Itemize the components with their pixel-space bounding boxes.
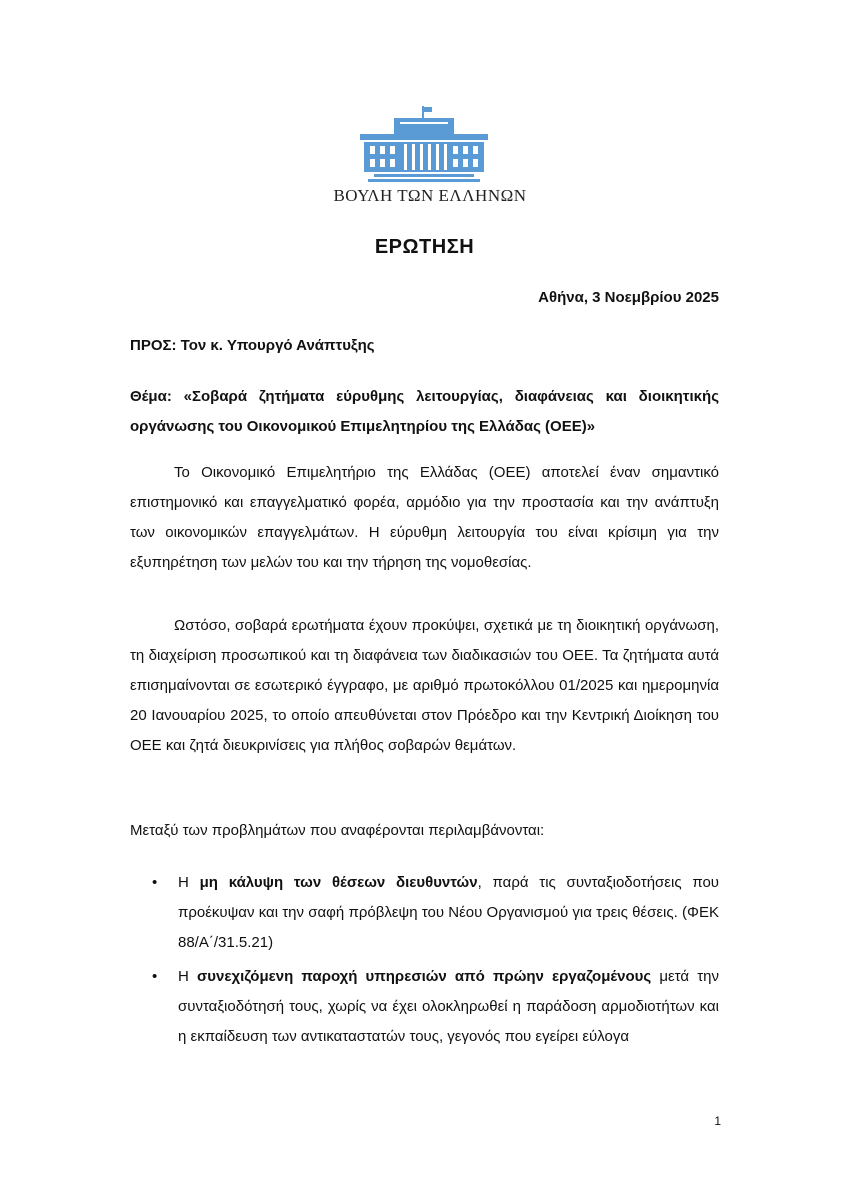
- parliament-logo: [360, 104, 488, 186]
- paragraph: Το Οικονομικό Επιμελητήριο της Ελλάδας (ΟΕΕ) αποτελεί έναν σημαντικό επιστημονικό και επαγγελματικό φορέα, αρμόδιο για την προστασία και την ανάπτυξη των οικονομικών επαγγελμάτων. Η εύρυθμη λειτουργία του είναι κρίσιμη για την εξυπηρέτηση των μελών του και την τήρηση της νομοθεσίας.: [130, 464, 719, 571]
- bullet-lead: Η: [178, 968, 197, 985]
- institution-name: ΒΟΥΛΗ ΤΩΝ ΕΛΛΗΝΩΝ: [333, 186, 527, 205]
- paragraph: Ωστόσο, σοβαρά ερωτήματα έχουν προκύψει, σχετικά με τη διοικητική οργάνωση, τη διαχείριση προσωπικού και τη διαφάνεια των διαδικασιών του ΟΕΕ. Τα ζητήματα αυτά επισημαίνονται σε εσωτερικό έγγραφο, με αριθμό πρωτοκόλλου 01/2025 και ημερομηνία 20 Ιανουαρίου 2025, το οποίο απευθύνεται στον Πρόεδρο και την Κεντρική Διοίκηση του ΟΕΕ και ζητά διευκρινίσεις για πλήθος σοβαρών θεμάτων.: [130, 617, 719, 754]
- paragraph: Μεταξύ των προβλημάτων που αναφέρονται περιλαμβάνονται:: [130, 822, 545, 839]
- bullet-rest: , παρά τις συνταξιοδοτήσεις που προέκυψαν και την σαφή πρόβλεψη του Νέου Οργανισμού για τρεις θέσεις. (ΦΕΚ 88/Α΄/31.5.21): [178, 874, 719, 951]
- bullet-bold: συνεχιζόμενη παροχή υπηρεσιών από πρώην εργαζομένους: [196, 968, 652, 985]
- recipient-line: ΠΡΟΣ: Τον κ. Υπουργό Ανάπτυξης: [130, 337, 375, 354]
- bullet-icon: •: [152, 874, 158, 891]
- issues-list: [130, 868, 719, 1056]
- page-number: 1: [714, 1114, 721, 1128]
- list-item: [130, 962, 719, 1052]
- subject-line: Θέμα: «Σοβαρά ζητήματα εύρυθμης λειτουργίας, διαφάνειας και διοικητικής οργάνωσης του Οικονομικού Επιμελητηρίου της Ελλάδας (ΟΕΕ)»: [130, 388, 719, 435]
- bullet-bold: μη κάλυψη των θέσεων διευθυντών: [199, 874, 478, 891]
- document-date: Αθήνα, 3 Νοεμβρίου 2025: [538, 289, 719, 306]
- bullet-lead: Η: [178, 874, 200, 891]
- document-title: ΕΡΩΤΗΣΗ: [374, 236, 475, 258]
- list-item: [130, 868, 719, 958]
- bullet-rest: μετά την συνταξιοδότησή τους, χωρίς να έχει ολοκληρωθεί η παράδοση αρμοδιοτήτων και η εκπαίδευση των αντικαταστατών τους, γεγονός που εγείρει εύλογα: [178, 968, 719, 1045]
- bullet-icon: •: [152, 968, 158, 985]
